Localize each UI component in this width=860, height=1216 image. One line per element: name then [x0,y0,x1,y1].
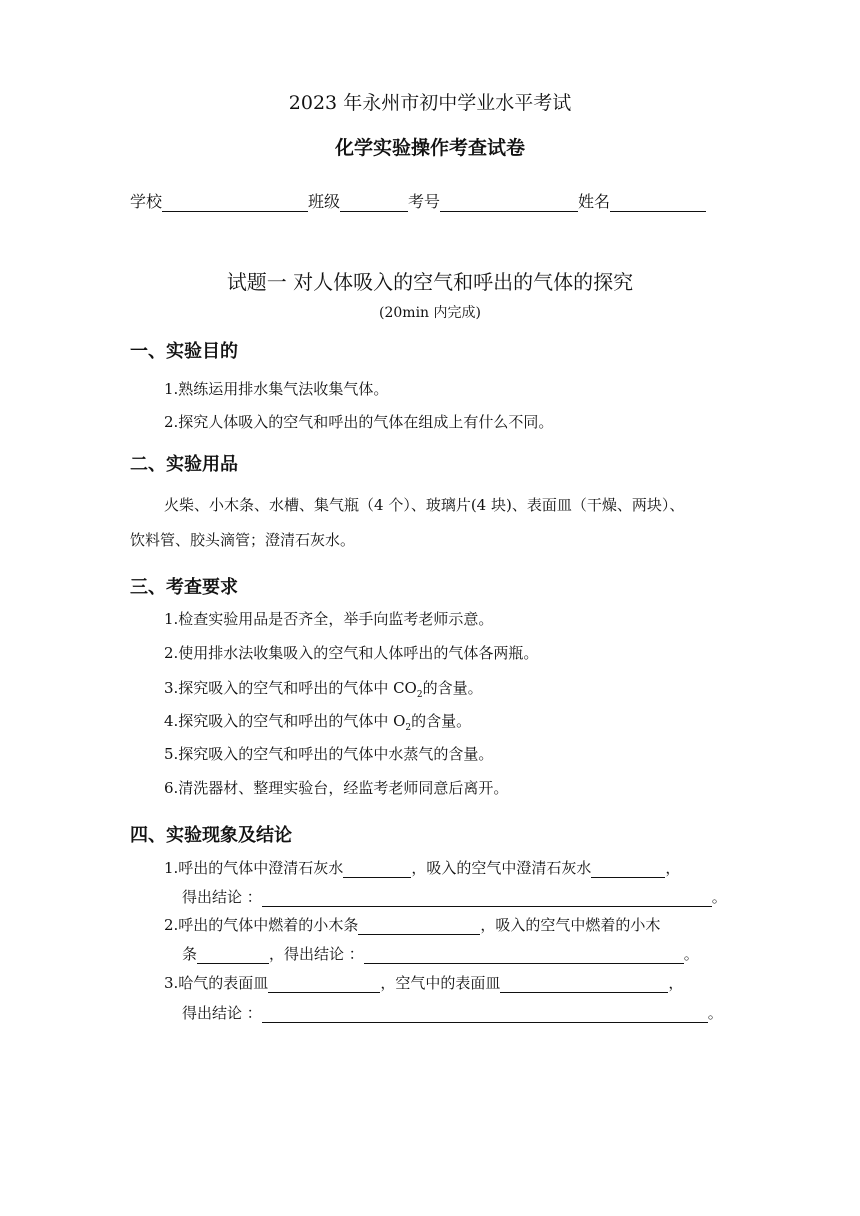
result-text: 。 [683,945,699,963]
requirement-item [164,677,483,700]
result-line [182,886,727,907]
exam-no-blank[interactable] [440,193,578,212]
result-text: 1.呼出的气体中澄清石灰水 [164,859,344,877]
result-line [182,1002,723,1023]
requirement-item: 2.使用排水法收集吸入的空气和人体呼出的气体各两瓶。 [164,644,539,662]
result-text: ， [665,859,681,877]
name-blank[interactable] [610,193,706,212]
exam-title: 2023 年永州市初中学业水平考试 [288,92,572,114]
requirement-text: 的含量。 [422,679,483,697]
requirement-item: 5.探究吸入的空气和呼出的气体中水蒸气的含量。 [164,745,494,763]
name-label: 姓名 [578,192,611,211]
exam-no-label: 考号 [408,192,441,211]
answer-blank[interactable] [364,945,684,964]
materials-line: 火柴、小木条、水槽、集气瓶（4 个）、玻璃片(4 块)、表面皿（干燥、两块）、 [164,496,685,514]
result-text: 2.呼出的气体中燃着的小木条 [164,916,359,934]
result-text: 条 [182,945,198,963]
exam-subtitle: 化学实验操作考查试卷 [334,137,525,159]
school-blank[interactable] [162,193,308,212]
purpose-item: 1.熟练运用排水集气法收集气体。 [164,380,389,398]
result-text: 3.哈气的表面皿 [164,974,269,992]
answer-blank[interactable] [358,916,480,935]
result-line [164,914,660,935]
subscript: 2 [405,723,412,733]
requirement-text: 4.探究吸入的空气和呼出的气体中 O [164,712,406,730]
subscript: 2 [416,690,423,700]
question-time-limit: (20min 内完成) [379,305,481,321]
result-text: ， [668,974,684,992]
result-text: ，空气中的表面皿 [380,974,501,992]
answer-blank[interactable] [268,974,380,993]
answer-blank[interactable] [262,1004,708,1023]
section-heading-purpose: 一、实验目的 [130,341,238,362]
section-heading-requirements: 三、考查要求 [130,577,238,598]
student-info-row [130,189,706,212]
purpose-item: 2.探究人体吸入的空气和呼出的气体在组成上有什么不同。 [164,413,554,431]
materials-line: 饮料管、胶头滴管；澄清石灰水。 [130,531,356,549]
result-text: 。 [707,1004,723,1022]
result-text: ，吸入的空气中澄清石灰水 [411,859,592,877]
class-label: 班级 [308,192,341,211]
requirement-text: 的含量。 [411,712,472,730]
section-heading-results: 四、实验现象及结论 [130,825,292,846]
answer-blank[interactable] [591,859,665,878]
result-text: 。 [711,888,727,906]
result-line [164,972,683,993]
requirement-item [164,710,471,733]
result-text: ，得出结论 ： [269,945,364,963]
answer-blank[interactable] [262,888,712,907]
result-line [164,857,680,878]
answer-blank[interactable] [343,859,411,878]
section-heading-materials: 二、实验用品 [130,454,238,475]
answer-blank[interactable] [500,974,668,993]
requirement-item: 1.检查实验用品是否齐全，举手向监考老师示意。 [164,610,494,628]
result-text: 得出结论 ： [182,1004,262,1022]
class-blank[interactable] [340,193,408,212]
requirement-text: 3.探究吸入的空气和呼出的气体中 CO [164,679,417,697]
question-title: 试题一 对人体吸入的空气和呼出的气体的探究 [226,270,634,294]
answer-blank[interactable] [197,945,269,964]
school-label: 学校 [130,192,163,211]
requirement-item: 6.清洗器材、整理实验台，经监考老师同意后离开。 [164,779,509,797]
result-text: ，吸入的空气中燃着的小木 [480,916,661,934]
result-text: 得出结论 ： [182,888,262,906]
result-line [182,943,699,964]
